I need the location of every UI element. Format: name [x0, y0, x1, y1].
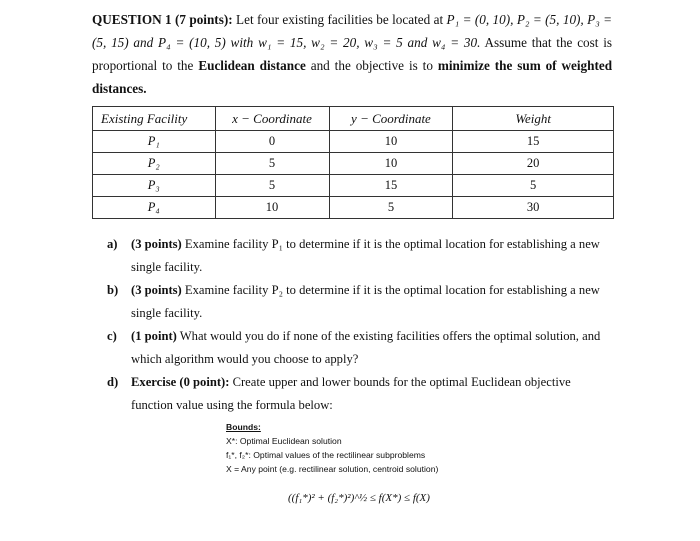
part-a-points: (3 points) — [131, 237, 182, 251]
intro-text: Let four existing facilities be located at — [236, 12, 444, 27]
table-row — [93, 153, 614, 175]
x-value: 0 — [215, 131, 329, 153]
header-y: y − Coordinate — [329, 107, 453, 131]
part-c-text: What would you do if none of the existing facilities offers the optimal solution, and which algorithm would you choose to apply? — [131, 329, 601, 366]
facility-name: P₂ — [93, 153, 216, 175]
header-facility: Existing Facility — [93, 107, 216, 131]
table-row — [93, 175, 614, 197]
facility-table — [92, 106, 614, 219]
question-heading: QUESTION 1 (7 points): — [92, 12, 233, 27]
part-c — [107, 325, 612, 371]
part-d-label: d) — [107, 375, 119, 389]
part-a-label: a) — [107, 237, 118, 251]
part-b — [107, 279, 612, 325]
facility-name: P₃ — [93, 175, 216, 197]
bounds-line-3: X = Any point (e.g. rectilinear solution, centroid solution) — [226, 464, 439, 474]
x-value: 5 — [215, 153, 329, 175]
euclidean-distance: Euclidean distance — [198, 58, 306, 73]
part-b-label: b) — [107, 283, 119, 297]
x-value: 10 — [215, 197, 329, 219]
part-a — [107, 233, 612, 279]
question-text — [92, 8, 612, 100]
part-c-label: c) — [107, 329, 117, 343]
part-b-points: (3 points) — [131, 283, 182, 297]
part-a-text: Examine facility P₁ to determine if it is the optimal location for establishing a new single facility. — [131, 237, 600, 274]
header-x: x − Coordinate — [215, 107, 329, 131]
facility-name: P₁ — [93, 131, 216, 153]
minimize-text: minimize the sum of weighted distances. — [92, 58, 613, 96]
bounds-title: Bounds: — [226, 422, 261, 432]
question-parts — [107, 233, 612, 417]
table-row — [93, 131, 614, 153]
header-weight: Weight — [453, 107, 614, 131]
part-c-points: (1 point) — [131, 329, 177, 343]
part-d-text: Create upper and lower bounds for the optimal Euclidean objective function value using the formula below: — [131, 375, 571, 412]
assume-text: Assume that the cost is proportional to the — [92, 35, 613, 73]
bounds-box — [226, 420, 526, 476]
part-d — [107, 371, 612, 417]
part-d-points: Exercise (0 point): — [131, 375, 230, 389]
table-row — [93, 197, 614, 219]
objective-text: and the objective is to — [310, 58, 433, 73]
weight-value: 20 — [453, 153, 614, 175]
weight-value: 30 — [453, 197, 614, 219]
point-p1: P₁ = (0, 10), — [446, 12, 514, 27]
point-p4: P₄ = (10, 5) with — [158, 35, 254, 50]
bounds-line-1: X*: Optimal Euclidean solution — [226, 436, 342, 446]
weights-text: w₁ = 15, w₂ = 20, w₃ = 5 and w₄ = 30. — [258, 35, 481, 50]
table-header-row — [93, 107, 614, 131]
point-p3: P₃ = (5, 15) and — [92, 12, 613, 50]
point-p2: P₂ = (5, 10), — [516, 12, 584, 27]
y-value: 15 — [329, 175, 453, 197]
y-value: 10 — [329, 131, 453, 153]
weight-value: 15 — [453, 131, 614, 153]
y-value: 5 — [329, 197, 453, 219]
y-value: 10 — [329, 153, 453, 175]
facility-name: P₄ — [93, 197, 216, 219]
weight-value: 5 — [453, 175, 614, 197]
part-b-text: Examine facility P₂ to determine if it is the optimal location for establishing a new single facility. — [131, 283, 600, 320]
bounds-line-2: f₁*, f₂*: Optimal values of the rectilinear subproblems — [226, 450, 426, 460]
bounds-formula: ((f₁*)² + (f₂*)²)^½ ≤ f(X*) ≤ f(X) — [288, 492, 430, 504]
x-value: 5 — [215, 175, 329, 197]
